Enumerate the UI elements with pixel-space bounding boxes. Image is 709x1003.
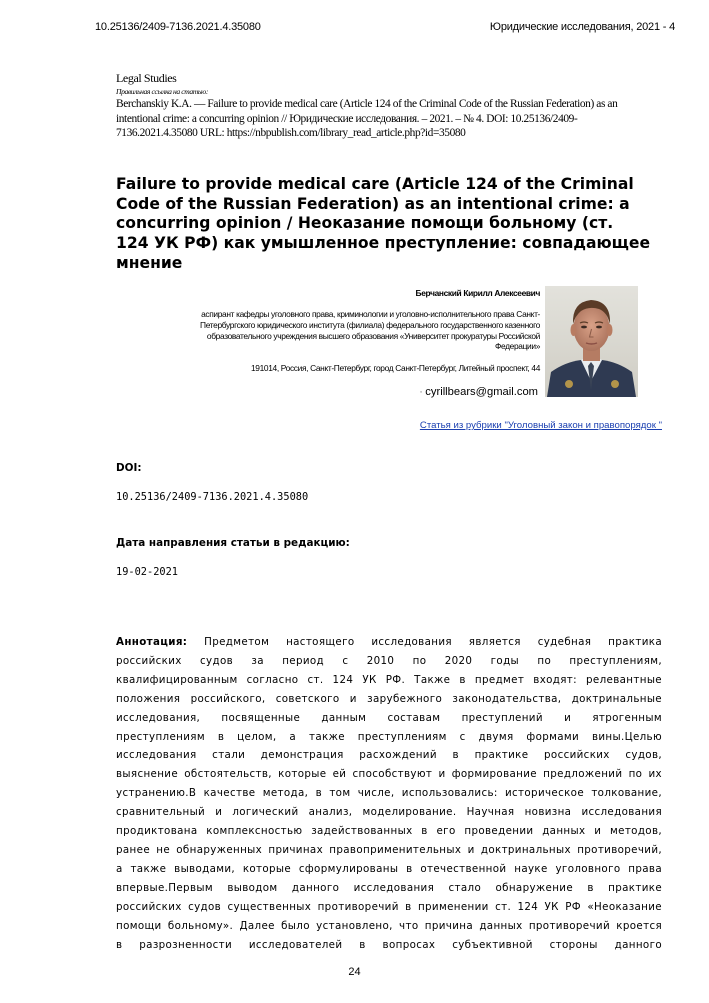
doi-value: 10.25136/2409-7136.2021.4.35080	[116, 491, 309, 503]
citation-line: 7136.2021.4.35080 URL: https://nbpublish.com/library_read_article.php?id=35080	[116, 127, 466, 139]
annotation-line: ранее не обнаруженных причинах правоприменительных и доктринальных противоречий,	[116, 843, 662, 856]
annotation-label: Аннотация:	[116, 636, 188, 648]
title-line: мнение	[116, 253, 183, 272]
author-affiliation	[140, 309, 540, 352]
title-line: Code of the Russian Federation) as an intentional crime: a	[116, 194, 630, 213]
annotation-line: российских судов за период с 2010 по 2020 годы по преступлениям,	[116, 654, 662, 667]
annotation-line: а также выводами, которые сформулированы в отечественной науке уголовного права	[116, 862, 662, 875]
annotation-line: продиктована комплексностью задействованных в его проведении данных и методов,	[116, 825, 662, 838]
annotation-line: устранению.В качестве метода, в том числе, использовались: историческое толкование,	[116, 787, 662, 800]
author-photo	[545, 286, 638, 397]
annotation-line: сравнительный и логический анализ, моделирование. Научная новизна исследования	[116, 806, 662, 819]
email-icon: ◦	[419, 389, 423, 396]
page-number: 24	[348, 966, 361, 978]
annotation-line: впервые.Первым выводом данного исследования стало обнаружение в практике	[116, 881, 662, 894]
affiliation-line: Федерации»	[494, 341, 540, 352]
rubric-link[interactable]: Статья из рубрики "Уголовный закон и правопорядок "	[419, 420, 662, 431]
title-line: Failure to provide medical care (Article 124 of the Criminal	[116, 175, 634, 193]
header-doi: 10.25136/2409-7136.2021.4.35080	[95, 21, 261, 33]
affiliation-line: Петербургского юридического института (филиала) федерального государственного казенного	[200, 319, 540, 330]
affiliation-line: аспирант кафедры уголовного права, криминологии и уголовно-исполнительного права Санкт-	[201, 309, 540, 319]
annotation-first-text: Предметом настоящего исследования является судебная практика	[187, 636, 662, 648]
annotation-line: исследования, посвященные данным составам преступлений и ятрогенным	[116, 711, 662, 724]
annotation-line: помощи больному». Далее было установлено, что причина данных противоречий кроется	[116, 919, 662, 932]
annotation-line: исследования стали демонстрация расхождений в практике российских судов,	[116, 749, 662, 762]
annotation-line	[116, 633, 662, 652]
citation-line: intentional crime: a concurring opinion // Юридические исследования. – 2021. – № 4. DOI: 10.25136/2409-	[116, 112, 578, 125]
annotation-line: в разрозненности исследователей в вопросах субъективной стороны данного	[116, 938, 662, 951]
annotation-line: положения российского, советского и зарубежного законодательства, доктринальные	[116, 692, 662, 705]
submission-label: Дата направления статьи в редакцию:	[116, 537, 350, 549]
annotation-line: российских судов существенных противоречий в применении ст. 124 УК РФ «Неоказание	[116, 900, 662, 913]
annotation	[116, 633, 662, 954]
title-line: concurring opinion / Неоказание помощи больному (ст.	[116, 214, 614, 233]
submission-date: 19-02-2021	[116, 566, 178, 578]
doi-label: DOI:	[116, 462, 142, 474]
citation-label: Правильная ссылка на статью:	[116, 87, 209, 96]
header-journal: Юридические исследования, 2021 - 4	[489, 21, 675, 33]
citation-text	[116, 97, 676, 141]
article-title	[116, 175, 696, 274]
title-line: 124 УК РФ) как умышленное преступление: совпадающее	[116, 234, 651, 253]
section-name: Legal Studies	[116, 71, 177, 85]
author-email-row[interactable]	[420, 386, 538, 398]
author-email[interactable]: cyrillbears@gmail.com	[425, 386, 538, 398]
citation-line: Berchanskiy K.A. — Failure to provide medical care (Article 124 of the Criminal Code of the Russian Federation) as an	[116, 98, 618, 110]
annotation-line: преступлениям в целом, а также преступлениям с двумя формами вины.Целью	[116, 730, 662, 743]
author-name: Берчанский Кирилл Алексеевич	[415, 288, 540, 298]
author-address: 191014, Россия, Санкт-Петербург, город Санкт-Петербург, Литейный проспект, 44	[250, 363, 540, 373]
affiliation-line: образовательного учреждения высшего образования «Университет прокуратуры Российской	[206, 330, 540, 341]
annotation-line: квалифицированным согласно ст. 124 УК РФ. Также в предмет входят: релевантные	[116, 673, 662, 686]
annotation-line: выяснение обстоятельств, которые ей способствуют и формирование предложений по их	[116, 768, 662, 781]
